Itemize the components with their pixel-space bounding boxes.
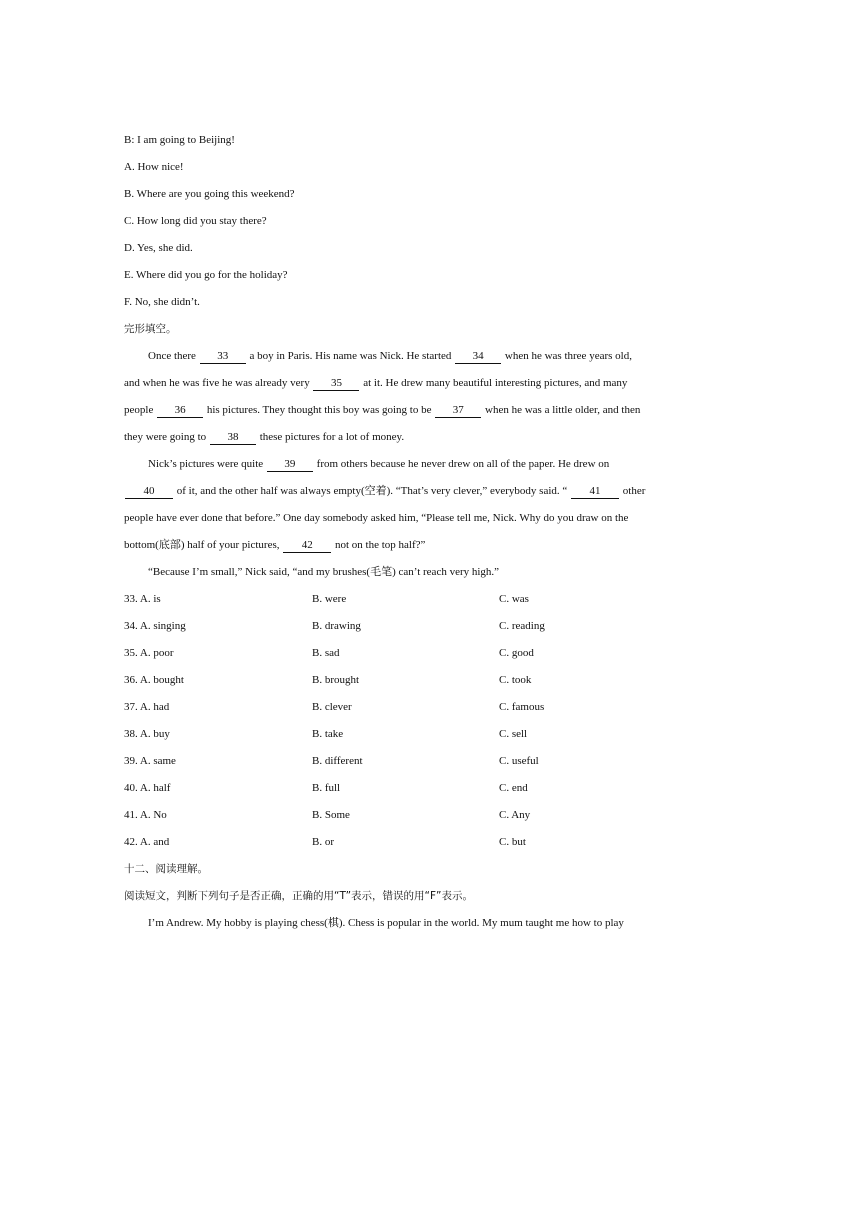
option-c: C. was bbox=[499, 593, 529, 605]
text: other bbox=[622, 485, 646, 497]
text: when he was three years old, bbox=[504, 350, 632, 362]
option-row-41 bbox=[124, 806, 689, 833]
dialogue-choice-b: B. Where are you going this weekend? bbox=[124, 188, 295, 200]
blank-41: 41 bbox=[571, 485, 619, 499]
blank-36: 36 bbox=[157, 404, 203, 418]
blank-38: 38 bbox=[210, 431, 256, 445]
cloze-p2-line-1 bbox=[124, 455, 689, 482]
blank-39: 39 bbox=[267, 458, 313, 472]
cloze-p1-line-3 bbox=[124, 401, 689, 428]
text: a boy in Paris. His name was Nick. He started bbox=[249, 350, 452, 362]
option-c: C. Any bbox=[499, 809, 531, 821]
blank-37: 37 bbox=[435, 404, 481, 418]
cloze-p3: “Because I’m small,” Nick said, “and my brushes(毛笔) can’t reach very high.” bbox=[148, 566, 500, 578]
option-row-40 bbox=[124, 779, 689, 806]
text: Nick’s pictures were quite bbox=[148, 458, 264, 470]
blank-42: 42 bbox=[283, 539, 331, 553]
option-a: 40. A. half bbox=[124, 782, 171, 794]
document-content bbox=[124, 131, 689, 941]
cloze-p1-line-1 bbox=[124, 347, 689, 374]
option-b: B. take bbox=[312, 728, 344, 740]
cloze-p1-line-4 bbox=[124, 428, 689, 455]
option-b: B. brought bbox=[312, 674, 360, 686]
option-row-42 bbox=[124, 833, 689, 860]
reading-heading: 十二、阅读理解。 bbox=[124, 863, 208, 875]
text: people have ever done that before.” One day somebody asked him, “Please tell me, Nick. Why do you draw on the bbox=[124, 512, 629, 524]
option-b: B. different bbox=[312, 755, 363, 767]
option-b: B. or bbox=[312, 836, 334, 848]
option-c: C. reading bbox=[499, 620, 545, 632]
blank-35: 35 bbox=[313, 377, 359, 391]
dialogue-line-b: B: I am going to Beijing! bbox=[124, 134, 235, 146]
option-c: C. useful bbox=[499, 755, 539, 767]
option-row-34 bbox=[124, 617, 689, 644]
option-c: C. famous bbox=[499, 701, 545, 713]
text: from others because he never drew on all of the paper. He drew on bbox=[316, 458, 610, 470]
dialogue-choice-e: E. Where did you go for the holiday? bbox=[124, 269, 288, 281]
cloze-heading: 完形填空。 bbox=[124, 323, 177, 335]
option-a: 38. A. buy bbox=[124, 728, 170, 740]
text: his pictures. They thought this boy was going to be bbox=[206, 404, 432, 416]
text: not on the top half?” bbox=[335, 539, 426, 551]
option-row-35 bbox=[124, 644, 689, 671]
option-row-33 bbox=[124, 590, 689, 617]
option-b: B. clever bbox=[312, 701, 352, 713]
text: and when he was five he was already very bbox=[124, 377, 310, 389]
text: Once there bbox=[148, 350, 196, 362]
dialogue-choice-c: C. How long did you stay there? bbox=[124, 215, 267, 227]
blank-34: 34 bbox=[455, 350, 501, 364]
option-c: C. good bbox=[499, 647, 534, 659]
option-row-39 bbox=[124, 752, 689, 779]
option-a: 42. A. and bbox=[124, 836, 170, 848]
cloze-p1-line-2 bbox=[124, 374, 689, 401]
option-c: C. took bbox=[499, 674, 532, 686]
blank-33: 33 bbox=[200, 350, 246, 364]
option-b: B. were bbox=[312, 593, 347, 605]
option-b: B. drawing bbox=[312, 620, 361, 632]
text: they were going to bbox=[124, 431, 207, 443]
text: these pictures for a lot of money. bbox=[259, 431, 405, 443]
option-c: C. sell bbox=[499, 728, 528, 740]
text: when he was a little older, and then bbox=[485, 404, 641, 416]
text: of it, and the other half was always empty(空着). “That’s very clever,” everybody said. “ bbox=[176, 485, 568, 497]
option-a: 39. A. same bbox=[124, 755, 176, 767]
cloze-p2-line-4 bbox=[124, 536, 689, 563]
text: bottom(底部) half of your pictures, bbox=[124, 539, 280, 551]
option-a: 36. A. bought bbox=[124, 674, 184, 686]
option-row-37 bbox=[124, 698, 689, 725]
dialogue-choice-d: D. Yes, she did. bbox=[124, 242, 193, 254]
reading-first-line: I’m Andrew. My hobby is playing chess(棋). Chess is popular in the world. My mum taught me how to play bbox=[148, 917, 624, 929]
option-c: C. end bbox=[499, 782, 528, 794]
dialogue-choice-f: F. No, she didn’t. bbox=[124, 296, 200, 308]
option-a: 41. A. No bbox=[124, 809, 167, 821]
option-b: B. Some bbox=[312, 809, 350, 821]
option-row-36 bbox=[124, 671, 689, 698]
option-b: B. sad bbox=[312, 647, 340, 659]
text: at it. He drew many beautiful interesting pictures, and many bbox=[363, 377, 628, 389]
text: people bbox=[124, 404, 154, 416]
option-c: C. but bbox=[499, 836, 526, 848]
blank-40: 40 bbox=[125, 485, 173, 499]
option-b: B. full bbox=[312, 782, 341, 794]
option-a: 35. A. poor bbox=[124, 647, 174, 659]
option-row-38 bbox=[124, 725, 689, 752]
cloze-p2-line-2 bbox=[124, 482, 689, 509]
option-a: 34. A. singing bbox=[124, 620, 186, 632]
option-a: 33. A. is bbox=[124, 593, 161, 605]
reading-instruction: 阅读短文，判断下列句子是否正确，正确的用“T”表示，错误的用“F”表示。 bbox=[124, 890, 473, 902]
dialogue-choice-a: A. How nice! bbox=[124, 161, 184, 173]
cloze-p2-line-3 bbox=[124, 509, 689, 536]
option-a: 37. A. had bbox=[124, 701, 170, 713]
